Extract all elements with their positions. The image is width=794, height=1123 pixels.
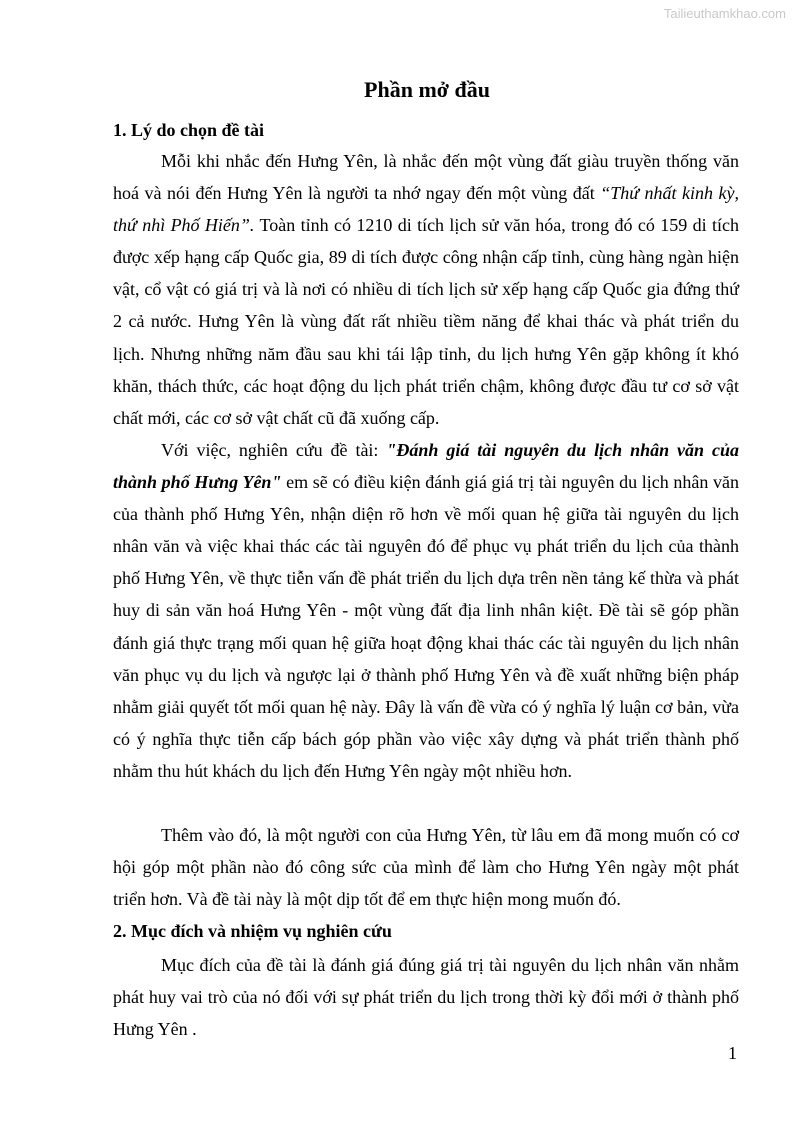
page-number: 1 [728, 1043, 737, 1063]
section-2-heading: 2. Mục đích và nhiệm vụ nghiên cứu [113, 921, 392, 941]
section-1-paragraph-3: Thêm vào đó, là một người con của Hưng Yên, từ lâu em đã mong muốn có cơ hội góp một phần nào đó công sức của mình để làm cho Hưng Yên ngày một phát triển hơn. Và đề tài này là một dịp tốt để em thực hiện mong muốn đó. [113, 825, 739, 910]
watermark: Tailieuthamkhao.com [663, 6, 786, 21]
section-1-heading: 1. Lý do chọn đề tài [113, 120, 265, 140]
section-1-paragraph-2: Với việc, nghiên cứu đề tài: "Đánh giá tài nguyên du lịch nhân văn của thành phố Hưng Yên" em sẽ có điều kiện đánh giá giá trị tài nguyên du lịch nhân văn của thành phố Hưng Yên, nhận diện rõ hơn về mối quan hệ giữa tài nguyên du lịch nhân văn và việc khai thác các tài nguyên đó để phục vụ phát triển du lịch của thành phố Hưng Yên, về thực tiễn vấn đề phát triển du lịch dựa trên nền tảng kế thừa và phát huy di sản văn hoá Hưng Yên - một vùng đất địa linh nhân kiệt. Đề tài sẽ góp phần đánh giá thực trạng mối quan hệ giữa hoạt động khai thác các tài nguyên du lịch nhân văn phục vụ du lịch và ngược lại ở thành phố Hưng Yên và đề xuất những biện pháp nhằm giải quyết tốt mối quan hệ này. Đây là vấn đề vừa có ý nghĩa lý luận cơ bản, vừa có ý nghĩa thực tiễn cấp bách góp phần vào việc xây dựng và phát triển thành phố nhằm thu hút khách du lịch đến Hưng Yên ngày một nhiều hơn. [113, 440, 739, 781]
quote-italic: “Thứ nhất kinh kỳ, thứ nhì Phố Hiến”. [113, 183, 739, 236]
section-2-paragraph-1: Mục đích của đề tài là đánh giá đúng giá trị tài nguyên du lịch nhân văn nhằm phát huy vai trò của nó đối với sự phát triển du lịch trong thời kỳ đổi mới ở thành phố Hưng Yên . [113, 955, 739, 1040]
thesis-title: "Đánh giá tài nguyên du lịch nhân văn của thành phố Hưng Yên" [113, 440, 739, 493]
section-1-paragraph-1: Mỗi khi nhắc đến Hưng Yên, là nhắc đến một vùng đất giàu truyền thống văn hoá và nói đến Hưng Yên là người ta nhớ ngay đến một vùng đất “Thứ nhất kinh kỳ, thứ nhì Phố Hiến”. Toàn tỉnh có 1210 di tích lịch sử văn hóa, trong đó có 159 di tích được xếp hạng cấp Quốc gia, 89 di tích được công nhận cấp tỉnh, cùng hàng ngàn hiện vật, cổ vật có giá trị và là nơi có nhiều di tích lịch sử xếp hạng cấp Quốc gia đứng thứ 2 cả nước. Hưng Yên là vùng đất rất nhiều tiềm năng để khai thác và phát triển du lịch. Nhưng những năm đầu sau khi tái lập tỉnh, du lịch hưng Yên gặp không ít khó khăn, thách thức, các hoạt động du lịch phát triển chậm, không được đầu tư cơ sở vật chất mới, các cơ sở vật chất cũ đã xuống cấp. [113, 151, 739, 428]
page-title: Phần mở đầu [364, 77, 490, 102]
